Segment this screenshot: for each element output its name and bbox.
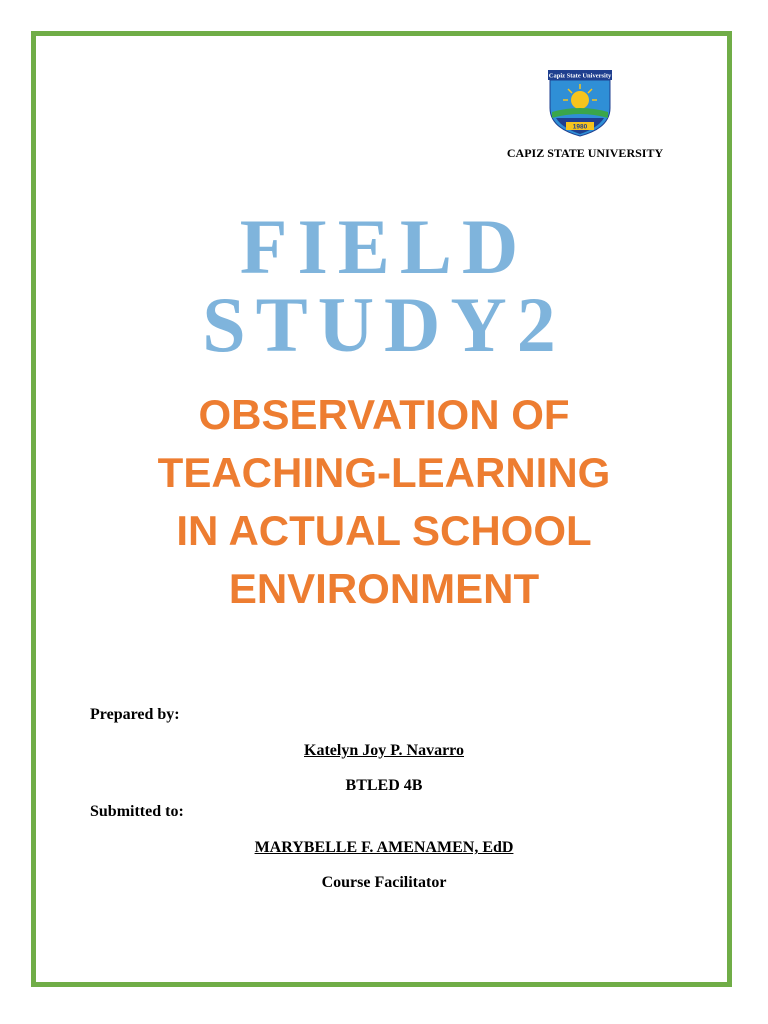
university-seal-icon (546, 70, 614, 140)
title-line-1: FIELD (239, 203, 529, 290)
subtitle-line-4: ENVIRONMENT (228, 565, 540, 612)
university-name: CAPIZ STATE UNIVERSITY (506, 146, 664, 160)
subtitle-line-2: TEACHING-LEARNING (157, 449, 611, 496)
seal-year: 1980 (572, 123, 588, 131)
prepared-by-label: Prepared by: (90, 706, 180, 723)
subtitle-line-1: OBSERVATION OF (198, 391, 570, 438)
facilitator-role: Course Facilitator (321, 874, 447, 891)
preparer-section: BTLED 4B (345, 777, 423, 794)
title-line-2: STUDY2 (202, 281, 566, 368)
subtitle-line-3: IN ACTUAL SCHOOL (176, 507, 592, 554)
subtitle (0, 386, 768, 618)
submitted-to-label: Submitted to: (90, 803, 184, 820)
preparer-name: Katelyn Joy P. Navarro (304, 742, 464, 759)
seal-text: Capiz State University (548, 72, 612, 80)
facilitator-name: MARYBELLE F. AMENAMEN, EdD (254, 839, 514, 856)
